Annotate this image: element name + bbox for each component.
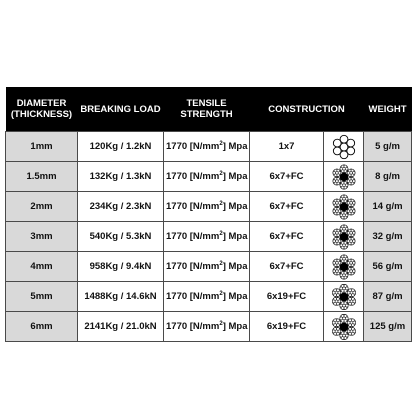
weight-cell: 32 g/m bbox=[364, 222, 412, 252]
construction-cell: 6x19+FC bbox=[250, 312, 324, 342]
diameter-cell: 2mm bbox=[6, 192, 78, 222]
rope-6x19-fc-icon bbox=[326, 314, 361, 340]
diameter-cell: 6mm bbox=[6, 312, 78, 342]
breaking-load-cell: 2141Kg / 21.0kN bbox=[78, 312, 164, 342]
construction-cell: 6x7+FC bbox=[250, 192, 324, 222]
table-row bbox=[6, 192, 412, 222]
breaking-load-cell: 1488Kg / 14.6kN bbox=[78, 282, 164, 312]
diameter-cell: 5mm bbox=[6, 282, 78, 312]
weight-cell: 5 g/m bbox=[364, 132, 412, 162]
construction-icon-cell bbox=[324, 132, 364, 162]
weight-cell: 125 g/m bbox=[364, 312, 412, 342]
diameter-cell: 3mm bbox=[6, 222, 78, 252]
breaking-load-cell: 958Kg / 9.4kN bbox=[78, 252, 164, 282]
tensile-strength-cell: 1770 $[N/mm^2]$ Mpa bbox=[164, 312, 250, 342]
diameter-cell: 1.5mm bbox=[6, 162, 78, 192]
header-row bbox=[6, 87, 412, 132]
header-weight: WEIGHT bbox=[364, 87, 412, 132]
construction-icon-cell bbox=[324, 282, 364, 312]
construction-icon-cell bbox=[324, 192, 364, 222]
breaking-load-cell: 234Kg / 2.3kN bbox=[78, 192, 164, 222]
breaking-load-cell: 540Kg / 5.3kN bbox=[78, 222, 164, 252]
weight-cell: 87 g/m bbox=[364, 282, 412, 312]
tensile-strength-cell: 1770 $[N/mm^2]$ Mpa bbox=[164, 282, 250, 312]
construction-cell: 1x7 bbox=[250, 132, 324, 162]
rope-6x19-fc-icon bbox=[326, 284, 361, 310]
weight-cell: 14 g/m bbox=[364, 192, 412, 222]
construction-cell: 6x7+FC bbox=[250, 252, 324, 282]
tensile-strength-cell: 1770 $[N/mm^2]$ Mpa bbox=[164, 162, 250, 192]
header-breaking-load: BREAKING LOAD bbox=[78, 87, 164, 132]
table-row bbox=[6, 252, 412, 282]
rope-1x7-icon bbox=[326, 134, 361, 160]
weight-cell: 8 g/m bbox=[364, 162, 412, 192]
table-row bbox=[6, 312, 412, 342]
tensile-strength-cell: 1770 $[N/mm^2]$ Mpa bbox=[164, 252, 250, 282]
table-row bbox=[6, 162, 412, 192]
tensile-strength-cell: 1770 $[N/mm^2]$ Mpa bbox=[164, 222, 250, 252]
construction-cell: 6x7+FC bbox=[250, 162, 324, 192]
header-diameter: DIAMETER (THICKNESS) bbox=[6, 87, 78, 132]
table-row bbox=[6, 282, 412, 312]
construction-icon-cell bbox=[324, 222, 364, 252]
header-tensile-strength: TENSILE STRENGTH bbox=[164, 87, 250, 132]
construction-icon-cell bbox=[324, 312, 364, 342]
diameter-cell: 4mm bbox=[6, 252, 78, 282]
table-row bbox=[6, 222, 412, 252]
rope-6x7-fc-icon bbox=[326, 224, 361, 250]
rope-6x7-fc-icon bbox=[326, 194, 361, 220]
construction-cell: 6x19+FC bbox=[250, 282, 324, 312]
diameter-cell: 1mm bbox=[6, 132, 78, 162]
tensile-strength-cell: 1770 $[N/mm^2]$ Mpa bbox=[164, 192, 250, 222]
rope-6x7-fc-icon bbox=[326, 254, 361, 280]
rope-6x7-fc-icon bbox=[326, 164, 361, 190]
specification-table bbox=[5, 87, 412, 342]
table-row bbox=[6, 132, 412, 162]
construction-cell: 6x7+FC bbox=[250, 222, 324, 252]
breaking-load-cell: 120Kg / 1.2kN bbox=[78, 132, 164, 162]
tensile-strength-cell: 1770 $[N/mm^2]$ Mpa bbox=[164, 132, 250, 162]
breaking-load-cell: 132Kg / 1.3kN bbox=[78, 162, 164, 192]
construction-icon-cell bbox=[324, 162, 364, 192]
construction-icon-cell bbox=[324, 252, 364, 282]
header-construction: CONSTRUCTION bbox=[250, 87, 364, 132]
weight-cell: 56 g/m bbox=[364, 252, 412, 282]
